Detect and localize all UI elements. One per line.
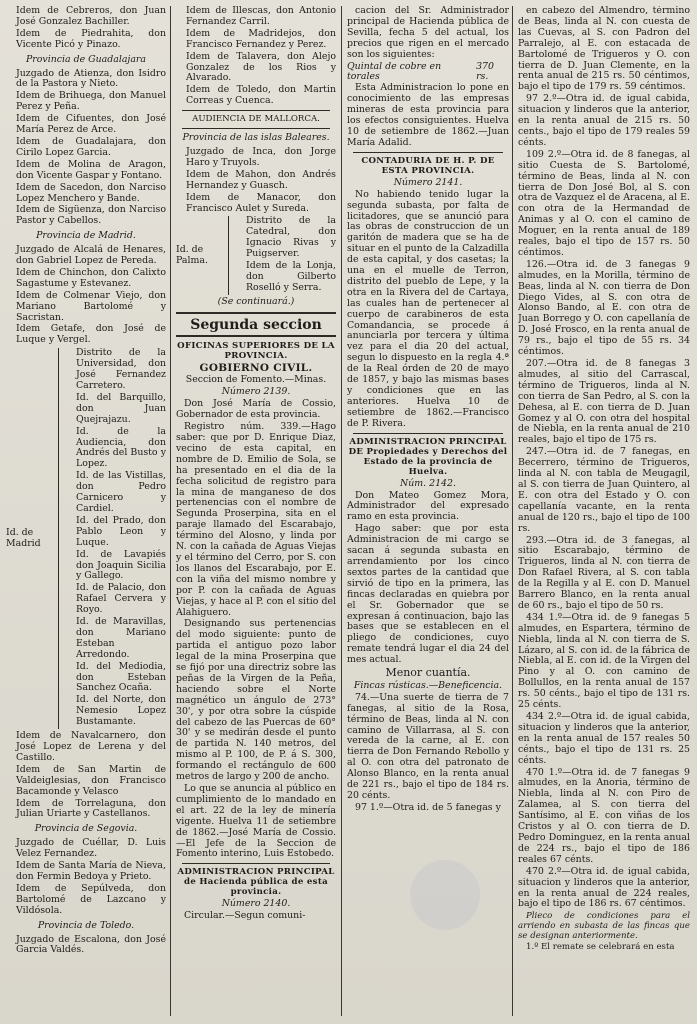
body-paragraph: Circular.—Segun comuni- (184, 910, 306, 922)
district-entry: Id. de las Vistillas, don Pedro Carnicero y Cardiel. (76, 470, 166, 514)
lot-entry: 470 1.º—Otra id. de 7 fanegas 9 almudes, en la Anoria, término de Niebla, linda al N. con Piro de Zalamea, al S. con tierra del Santísimo, al E. con viñas de los Cristos y al O. con tierra de D. Pedro Dominguez, en la renta anual de 224 rs., bajo el tipo de 186 reales 67 cénts. (518, 766, 690, 865)
district-entry: Id. del Barquillo, don Juan Quejrajazu. (76, 391, 166, 425)
entry: Idem de Navalcarnero, don José Lopez de Lerena y del Castillo. (16, 730, 166, 763)
lot-entry: 434 1.º—Otra id. de 9 fanegas 5 almudes, en Espartera, término de Niebla, linda al N. con tierra de S. Lázaro, al S. con id. de la fábrica de Niebla, al E. con id. de la Virgen del Pino y al O. con camino de Bollullos, en la renta anual de 157 rs. 50 cénts., bajo el tipo de 131 rs. 25 cénts. (518, 611, 690, 711)
column-1 (6, 6, 166, 1016)
province-heading: Provincia de Segovia. (34, 823, 138, 835)
entry: Idem de San Martin de Valdeiglesias, don Francisco Bacamonde y Velasco (16, 763, 166, 797)
divider (353, 433, 503, 434)
entry: Idem de Guadalajara, don Cirilo Lopez Garcia. (16, 135, 166, 158)
price-label: Quintal de cobre en torales (347, 60, 442, 83)
lot-entry: 434 2.º—Otra id. de igual cabida, situacion y linderos que la anterior, en la renta anual de 157 reales 50 cénts., bajo el tipo de 131 rs. 25 cénts. (518, 711, 690, 766)
district-entry: Id. de Lavapiés don Joaquin Sicilia y Gallego. (76, 548, 166, 582)
price-line (347, 62, 509, 84)
district-label: Id. de Palma. (176, 243, 208, 266)
brace (228, 216, 235, 294)
district-entry: Id. del Prado, don Pablo Leon y Luque. (76, 514, 166, 548)
body-paragraph: Don José María de Cossio, Gobernador de esta provincia. (176, 398, 336, 421)
notice-number: Núm. 2142. (400, 477, 456, 489)
notice-number: Número 2140. (221, 898, 291, 910)
entry: Idem de Torrelaguna, don Julian Uriarte y Castellanos. (16, 797, 166, 820)
entry: Idem de Santa María de Nieva, don Fermin Bedoya y Prieto. (16, 860, 166, 882)
entry: Idem de Brihuega, don Manuel Perez y Peña. (16, 90, 166, 113)
entry: Idem de Toledo, don Martin Correas y Cuenca. (186, 84, 336, 107)
body-paragraph: Hago saber: que por esta Administracion de mi cargo se sacan á segunda subasta en arrendamiento por los cinco sextos partes de la cantidad que sirvió de tipo en la primera, las fincas declaradas en quiebra por el Sr. Gobernador que se expresan á continuacion, bajo las bases que se establecen en el pliego de condiciones, cuyo remate tendrá lugar el dia 24 del mes actual. (347, 523, 509, 666)
entry: Idem de Mahon, don Andrés Hernandez y Guasch. (186, 168, 336, 191)
subheading: CONTADURIA DE H. P. DE ESTA PROVINCIA. (361, 155, 495, 176)
entry: Idem de Molina de Aragon, don Vicente Gaspar y Fontano. (16, 158, 166, 181)
madrid-districts (6, 348, 166, 729)
entry: Idem de Cifuentes, don José María Perez de Arce. (16, 113, 166, 136)
subheading: Menor cuantía. (385, 666, 471, 680)
district-label: Id. de Madrid (6, 526, 41, 549)
lot-entry: en cabezo del Almendro, término de Beas, linda al N. con cuesta de las Cuevas, al S. con Padron del Parralejo, al E. con estacada de Bartolomé de Trigueros y O. con tierra de D. Juan Clemente, en la renta anual de 215 rs. 50 céntimos, bajo el tipo de 179 rs. 59 céntimos. (518, 6, 690, 93)
entry: Juzgado de Alcalá de Henares, don Gabriel Lopez de Pereda. (16, 244, 166, 267)
notice-number: Número 2139. (221, 386, 291, 398)
entry: Idem de Piedrahita, don Vicente Picó y Pinazo. (16, 27, 166, 50)
entry: Idem de Sigüenza, don Narciso Pastor y Cabellos. (16, 204, 166, 227)
subheading: OFICINAS SUPERIORES DE LA PROVINCIA. (177, 340, 335, 361)
divider (182, 863, 330, 864)
province-heading: Provincia de las islas Baleares. (182, 132, 330, 144)
entry: Idem de Manacor, don Francisco Aulet y Sureda. (186, 191, 336, 214)
body-paragraph: Esta Administracion lo pone en conocimiento de las empresas mineras de esta provincia para los efectos consiguientes. Huelva 10 de setiembre de 1862.—Juan María Adalid. (347, 82, 509, 148)
entry: Juzgado de Atienza, don Isidro de la Pastora y Nieto. (16, 67, 166, 90)
column-4 (518, 6, 690, 1016)
divider (353, 152, 503, 153)
entry: Idem de Colmenar Viejo, don Mariano Bartolomé y Sacristan. (16, 289, 166, 323)
condition-item: 1.º El remate se celebrará en esta (526, 942, 675, 953)
entry: Idem de Talavera, don Alejo Gonzalez de los Rios y Alvarado. (186, 50, 336, 84)
entry: Juzgado de Inca, don Jorge Haro y Truyols. (186, 145, 336, 168)
subheading: Fincas rústicas.—Beneficencia. (353, 679, 503, 691)
district-entry: Idem de la Lonja, don Gilberto Roselló y Serra. (246, 260, 336, 293)
conditions-heading: Plieco de condiciones para el arriendo en subasta de las fincas que se designan anteriormente. (518, 911, 690, 942)
palma-districts (176, 216, 336, 294)
district-entry: Id. de Maravillas, don Mariano Esteban Arredondo. (76, 616, 166, 660)
body-paragraph: Designando sus pertenencias del modo siguiente: punto de partida el antiguo pozo labor legal de la mina Proserpina que se fijó por una directriz sobre las peñas de la Virgen de la Peña, haciendo sobre el Norte magnético un ángulo de 273° 30', y por otra sobre la cúspide del cabezo de las Puercas de 60° 30' y se medirán desde el punto de partida N. 140 metros, del mismo al P. 100, de P. á S. 300, formando el rectángulo de 600 metros de largo y 200 de ancho. (176, 618, 336, 783)
district-entry: Distrito de la Universidad, don José Fernandez Carretero. (76, 347, 166, 391)
section-label: Seccion de Fomento.—Minas. (185, 374, 327, 386)
entry: Idem de Sacedon, don Narciso Lopez Menchero y Bande. (16, 181, 166, 204)
district-entry: Distrito de la Catedral, don Ignacio Rivas y Puigserver. (246, 215, 336, 260)
lot-entry: 470 2.º—Otra id. de igual cabida, situacion y linderos que la anterior, en la renta anual de 224 reales, bajo el tipo de 186 rs. 67 céntimos. (518, 865, 690, 910)
column-rule (170, 6, 171, 1016)
lot-entry: 207.—Otra id. de 8 fanegas 3 almudes, al sitio del Carrascal, término de Trigueros, linda al N. con tierra de San Pedro, al S. con la Dehesa, al E. con tierra de D. Juan Gomez y al O. con otra del hospital de Niebla, en la renta anual de 210 reales, bajo el tipo de 175 rs. (518, 358, 690, 446)
price-value: 370 rs. (476, 60, 494, 83)
entry: Juzgado de Cuéllar, D. Luis Velez Fernandez. (16, 837, 166, 860)
province-heading: Provincia de Toledo. (37, 919, 135, 931)
continuation-note: (Se continuará.) (217, 295, 295, 307)
entry: Idem de Chinchon, don Calixto Sagastume y Estevanez. (16, 266, 166, 289)
section-title: Segunda seccion (190, 316, 322, 333)
entry: Idem Getafe, don José de Luque y Vergel. (16, 323, 166, 346)
body-paragraph: Don Mateo Gomez Mora, Administrador del expresado ramo en esta provincia. (347, 489, 509, 523)
divider (176, 335, 336, 337)
entry: Idem de Sepúlveda, don Bartolomé de Lazcano y Vildósola. (16, 882, 166, 916)
lot-entry: 126.—Otra id. de 3 fanegas 9 almudes, en la Morilla, término de Beas, linda al N. con tierra de Don Diego Vides, al S. con otra de Alonso Bando, al E. con otra de Juan Borrego y O. con capellanía de D. José Frosco, en la renta anual de 79 rs., bajo el tipo de 55 rs. 34 céntimos. (518, 258, 690, 358)
section-heading: AUDIENCIA DE MALLORCA. (192, 114, 320, 125)
divider (182, 128, 330, 129)
district-entry: Id. de Palacio, don Rafael Cervera y Royo. (76, 582, 166, 616)
lot-entry: 293.—Otra id. de 3 fanegas, al sitio Escarabajo, término de Trigueros, linda al N. con tierra de Don Rafael Rivera, al S. con tabla de la Regilla y al E. con D. Manuel Barrero Blanco, en la renta anual de 60 rs., bajo el tipo de 50 rs. (518, 534, 690, 611)
district-entry: Id. del Mediodia, don Esteban Sanchez Ocaña. (76, 660, 166, 694)
lot-entry: 97 1.º—Otra id. de 5 fanegas y (355, 801, 501, 813)
district-entry: Id. del Norte, don Nemesio Lopez Bustamante. (76, 694, 166, 728)
entry: Idem de Illescas, don Antonio Fernandez Carril. (186, 6, 336, 27)
subheading: ADMINISTRACION PRINCIPAL de Hacienda pública de esta provincia. (177, 867, 335, 898)
entry: Idem de Cebreros, don Juan José Gonzalez Bachiller. (16, 6, 166, 27)
subheading: GOBIERNO CIVIL. (199, 361, 313, 374)
entry: Juzgado de Escalona, don José Garcia Valdés. (16, 933, 166, 956)
province-heading: Provincia de Madrid. (36, 230, 136, 242)
body-paragraph: Lo que se anuncia al público en cumplimiento de lo mandado en el art. 22 de la ley de minería vigente. Huelva 11 de setiembre de 1862.—José María de Cossio.—El Jefe de la Seccion de Fomento interino, Luis Estobedo. (176, 783, 336, 860)
divider (176, 312, 336, 314)
lot-entry: 74.—Una suerte de tierra de 7 fanegas, al sitio de la Rosa, término de Beas, linda al N. con camino de Villarrasa, al S. con vereda de la carne, al E. con tierra de Don Fernando Rebollo y al O. con otra del patronato de Alonso Blanco, en la renta anual de 221 rs., bajo el tipo de 184 rs. 20 cénts. (347, 691, 509, 801)
column-2 (176, 6, 336, 1016)
province-heading: Provincia de Guadalajara (26, 53, 146, 65)
column-rule (341, 6, 342, 1016)
body-paragraph: Registro núm. 339.—Hago saber: que por D. Enrique Diaz, vecino de esta capital, en nombre de D. Emilio de Sola, se ha presentado en el dia de la fecha solicitud de registro para la mina de manganeso de dos pertenencias con el nombre de Segunda Proserpina, sita en el paraje llamado del Escarabajo, término del Alosno, y linda por N. con la cañada de Aguas Viejas y el término del Cerro, por S. con los llanos del Escarabajo, por E. con la viña del mismo nombre y por P. con la cañada de Aguas Viejas, y hace al P. con el sitio del Alahiguero. (176, 421, 336, 618)
lot-entry: 109 2.º—Otra id. de 8 fanegas, al sitio Cuesta de S. Bartolomé, término de Beas, linda al N. con tierra de Don José Bol, al S. con otra de Vazquez el de Aracena, al E. con otra de la Hermandad de Animas y al O. con el camino de Moguer, en la renta anual de 189 reales, bajo el tipo de 157 rs. 50 céntimos. (518, 148, 690, 258)
body-paragraph: cacion del Sr. Administrador principal de Hacienda pública de Sevilla, fecha 5 del actual, los precios que rigen en el mercado son los siguientes: (347, 6, 509, 60)
body-paragraph: No habiendo tenido lugar la segunda subasta, por falta de licitadores, que se anunció para las obras de construccion de un garitón de madera que se ha de situar en el punto de la Calzadilla de esta capital, y dos casetas; la una en el muelle de Terron, distrito del pueblo de Lepe, y la otra en la Rivera del de Cartaya, las cuales han de pertenecer al cuerpo de carabineros de esta Comandancia, se procede á anunciarla por tercera y última vez para el dia 20 del actual, segun lo dispuesto en la regla 4.ª de la Real órden de 20 de mayo de 1857, y bajo las mismas bases y condiciones que en las anteriores. Huelva 10 de setiembre de 1862.—Francisco de P. Rivera. (347, 188, 509, 429)
entry: Idem de Madridejos, don Francisco Fernandez y Perez. (186, 27, 336, 50)
divider (182, 110, 330, 111)
brace (58, 348, 65, 729)
column-rule (512, 6, 513, 1016)
lot-entry: 97 2.º—Otra id. de igual cabida, situacion y linderos que la anterior, en la renta anual de 215 rs. 50 cents., bajo el tipo de 179 reales 59 cénts. (518, 93, 690, 148)
lot-entry: 247.—Otra id. de 7 fanegas, en Becerrero, término de Trigueros, linda al N. con tabla de Meugagil, al S. con tierra de Juan Quintero, al E. con otra del Estado y O. con capellanía vacante, en la renta anual de 120 rs., bajo el tipo de 100 rs. (518, 446, 690, 534)
district-entry: Id. de la Audiencia, don Andrés del Busto y Lopez. (76, 425, 166, 470)
notice-number: Número 2141. (393, 176, 463, 188)
stamp-mark (410, 860, 480, 930)
subheading: ADMINISTRACION PRINCIPAL DE Propiedades y Derechos del Estado de la provincia de Huelva. (348, 436, 508, 477)
